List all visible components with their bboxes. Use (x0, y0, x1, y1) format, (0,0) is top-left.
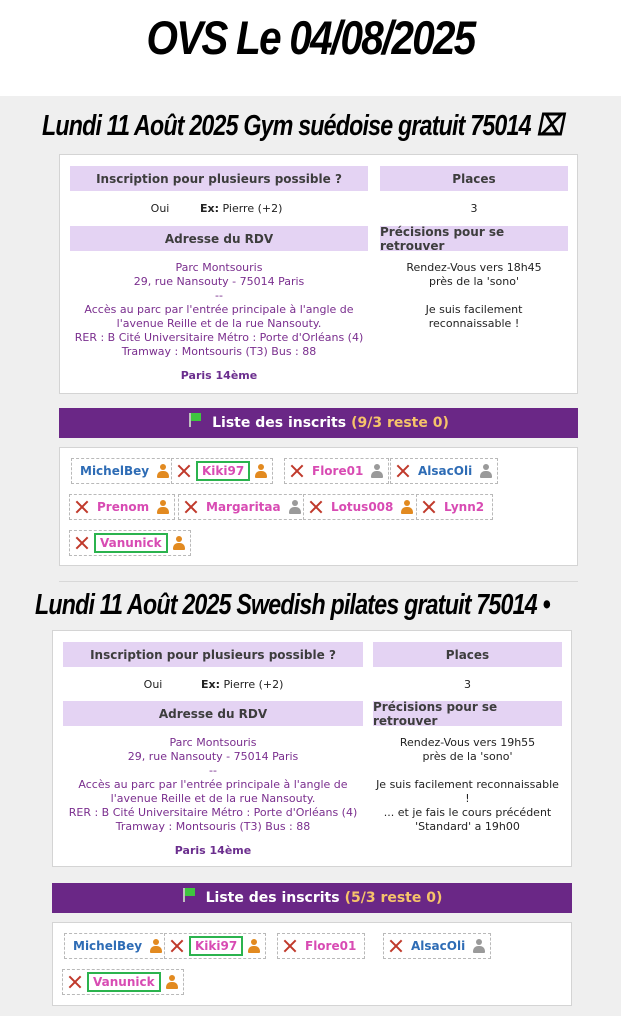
participant-chip[interactable] (178, 494, 307, 520)
event-title[interactable]: Lundi 11 Août 2025 Gym suédoise gratuit 75014 ⌧ (42, 110, 563, 142)
participant-chip[interactable] (164, 933, 266, 959)
remove-icon[interactable] (75, 536, 89, 550)
person-icon (248, 939, 260, 953)
precision-spacer (380, 289, 568, 303)
address-line: Tramway : Montsouris (T3) Bus : 88 (115, 820, 311, 833)
example-text (201, 678, 321, 692)
address-line: Accès au parc par l'entrée principale à l'angle de (84, 303, 354, 316)
precision-line: près de la 'sono' (428, 275, 519, 288)
example-label: Ex: (201, 678, 221, 691)
header-adresse: Adresse du RDV (70, 226, 368, 251)
participant-name[interactable]: Prenom (97, 500, 150, 514)
participant-name[interactable]: Lotus008 (331, 500, 394, 514)
address-line: Tramway : Montsouris (T3) Bus : 88 (121, 345, 317, 358)
precision-line: près de la 'sono' (422, 750, 513, 763)
participant-name[interactable]: Flore01 (312, 464, 364, 478)
city-label: Paris 14ème (180, 369, 258, 382)
precisions-block (380, 261, 568, 331)
event-info-card (52, 630, 572, 867)
precision-line: reconnaissable ! (428, 317, 520, 330)
participant-name[interactable]: Kiki97 (189, 936, 243, 956)
example-value: Pierre (+2) (223, 678, 284, 691)
address-line: 29, rue Nansouty - 75014 Paris (127, 750, 299, 763)
remove-icon[interactable] (422, 500, 436, 514)
participant-chip[interactable] (390, 458, 498, 484)
person-icon (173, 536, 185, 550)
list-count: (5/3 reste 0) (344, 890, 443, 906)
participant-name[interactable]: Vanunick (94, 533, 168, 553)
participant-name[interactable]: Margaritaa (206, 500, 281, 514)
participant-name[interactable]: MichelBey (80, 464, 150, 478)
places-value: 3 (470, 202, 478, 215)
participant-name[interactable]: Kiki97 (196, 461, 250, 481)
header-places: Places (373, 642, 562, 667)
participant-chip[interactable] (277, 933, 365, 959)
person-icon (157, 464, 169, 478)
precision-line: Rendez-Vous vers 19h55 (399, 736, 536, 749)
flag-icon (182, 888, 196, 902)
header-adresse: Adresse du RDV (63, 701, 363, 726)
participant-name[interactable]: Flore01 (305, 939, 357, 953)
address-line: -- (209, 764, 217, 777)
address-block (53, 736, 373, 834)
person-icon (150, 939, 162, 953)
person-icon (255, 464, 267, 478)
event-title[interactable]: Lundi 11 Août 2025 Swedish pilates gratuit 75014 • (35, 589, 550, 621)
remove-icon[interactable] (309, 500, 323, 514)
remove-icon[interactable] (396, 464, 410, 478)
participant-chip[interactable] (69, 530, 191, 556)
person-icon (371, 464, 383, 478)
inscription-value: Oui (143, 678, 163, 691)
participant-name[interactable]: AlsacOli (418, 464, 473, 478)
header-precisions: Précisions pour se retrouver (373, 701, 562, 726)
person-icon (480, 464, 492, 478)
precision-line: Je suis facilement reconnaissable ! (376, 778, 559, 805)
participant-chip[interactable] (416, 494, 493, 520)
precision-line: Rendez-Vous vers 18h45 (406, 261, 542, 274)
page-title: OVS Le 04/08/2025 (146, 11, 475, 64)
address-line: -- (215, 289, 223, 302)
participant-chip[interactable] (62, 969, 184, 995)
example-label: Ex: (200, 202, 220, 215)
header-places: Places (380, 166, 568, 191)
inscription-value: Oui (150, 202, 170, 215)
person-icon (401, 500, 413, 514)
address-line: l'avenue Reille et de la rue Nansouty. (116, 317, 322, 330)
participant-chip[interactable] (303, 494, 419, 520)
participant-chip[interactable] (284, 458, 389, 484)
participant-chip[interactable] (171, 458, 273, 484)
section-divider (59, 581, 578, 582)
remove-icon[interactable] (389, 939, 403, 953)
address-line: l'avenue Reille et de la rue Nansouty. (110, 792, 316, 805)
list-count: (9/3 reste 0) (351, 415, 449, 431)
precision-spacer (373, 764, 562, 778)
participant-name[interactable]: Vanunick (87, 972, 161, 992)
header-inscription: Inscription pour plusieurs possible ? (63, 642, 363, 667)
participant-chip[interactable] (69, 494, 175, 520)
precision-line: ... et je fais le cours précédent (383, 806, 552, 819)
participant-chip[interactable] (64, 933, 168, 959)
participants-list (52, 922, 572, 1006)
address-line: Accès au parc par l'entrée principale à l'angle de (78, 778, 348, 791)
participant-name[interactable]: MichelBey (73, 939, 143, 953)
remove-icon[interactable] (75, 500, 89, 514)
places-value: 3 (464, 678, 471, 691)
address-block (60, 261, 378, 359)
example-value: Pierre (+2) (222, 202, 283, 215)
person-icon (166, 975, 178, 989)
remove-icon[interactable] (290, 464, 304, 478)
participants-list-header (52, 883, 572, 913)
event-info-card (59, 154, 578, 394)
participant-name[interactable]: AlsacOli (411, 939, 466, 953)
person-icon (157, 500, 169, 514)
example-text (200, 202, 320, 216)
remove-icon[interactable] (184, 500, 198, 514)
remove-icon[interactable] (177, 464, 191, 478)
remove-icon[interactable] (68, 975, 82, 989)
participants-list (59, 447, 578, 566)
address-line: Parc Montsouris (175, 261, 263, 274)
participant-name[interactable]: Lynn2 (444, 500, 485, 514)
precision-line: Je suis facilement (425, 303, 523, 316)
person-icon (473, 939, 485, 953)
list-label: Liste des inscrits (205, 890, 340, 906)
header-inscription: Inscription pour plusieurs possible ? (70, 166, 368, 191)
participant-chip[interactable] (71, 458, 175, 484)
list-label: Liste des inscrits (212, 415, 347, 431)
remove-icon[interactable] (283, 939, 297, 953)
flag-icon (188, 413, 202, 427)
address-line: 29, rue Nansouty - 75014 Paris (133, 275, 305, 288)
precision-line: 'Standard' a 19h00 (415, 820, 520, 833)
person-icon (289, 500, 301, 514)
address-line: RER : B Cité Universitaire Métro : Porte d'Orléans (4) (68, 806, 358, 819)
remove-icon[interactable] (170, 939, 184, 953)
address-line: RER : B Cité Universitaire Métro : Porte d'Orléans (4) (74, 331, 364, 344)
participant-chip[interactable] (383, 933, 491, 959)
city-label: Paris 14ème (174, 844, 252, 857)
precisions-block (373, 736, 562, 834)
header-precisions: Précisions pour se retrouver (380, 226, 568, 251)
participants-list-header (59, 408, 578, 438)
address-line: Parc Montsouris (169, 736, 257, 749)
